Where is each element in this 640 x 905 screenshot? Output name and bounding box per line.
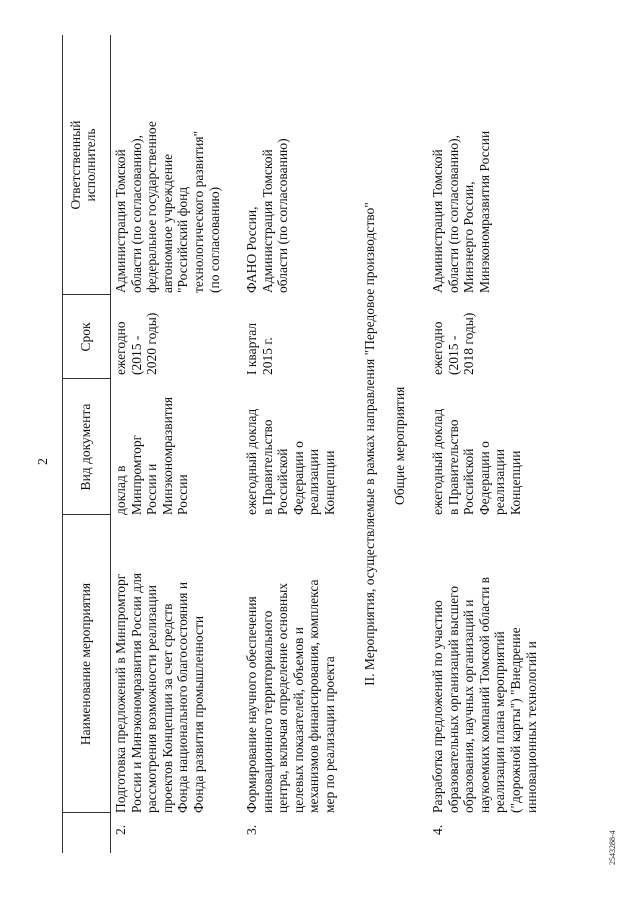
row-responsible [430,131,492,293]
row-term [430,313,477,375]
text-line: Минэнерго России, [461,181,477,293]
row-term [113,313,160,375]
text-line: Подготовка предложений в Минпромторг [113,573,128,813]
text-line: области (по согласованию), [445,134,461,293]
text-line: Фонда развития промышленности [190,615,206,813]
text-line: Федерации о [290,441,306,515]
page-number: 2 [36,458,51,465]
text-line: федеральное государственное [144,121,160,293]
text-line: I квартал [244,322,259,375]
text-line: инновационных технологий и [523,641,539,813]
section-title: II. Мероприятия, осуществляемые в рамках направления "Передовое производство" [362,202,377,686]
row-doc [113,397,191,515]
row-name [244,579,338,813]
text-line: 2018 годы) [461,312,477,375]
text-line: Администрация Томской [113,149,128,293]
text-line: автономное учреждение [159,153,175,293]
row-term [244,323,275,375]
text-line: ежегодный доклад [430,408,445,515]
text-line: России и [144,463,160,515]
text-line: ("дорожной карты") "Внедрение [507,627,523,813]
row-responsible [244,138,291,293]
text-line: ежегодно [430,321,445,375]
text-line: Разработка предложений по участию [430,600,445,813]
document-code: 2543288-4 [608,830,617,865]
text-line: проектов Концепции за счет средств [159,603,175,813]
text-line: технологического развития" [190,130,206,293]
text-line: Формирование научного обеспечения [244,596,259,813]
text-line: доклад в [113,465,128,515]
text-line: целевых показателей, объемов и [290,627,306,813]
text-line: (по согласованию) [206,186,222,293]
text-line: Фонда национального благосостояния и [175,581,191,813]
text-line: в Правительство [259,419,275,515]
text-line: Минпромторг [128,434,144,515]
text-line: Концепции [321,450,337,515]
text-line: Администрация Томской [430,149,445,293]
header-doc: Вид документа [78,403,93,491]
text-line: Концепции [507,450,523,515]
text-line: Российской [275,448,291,515]
text-line: инновационного территориального [259,610,275,813]
text-line: образовательных организаций высшего [445,585,461,813]
text-line: (2015 - [128,335,144,375]
text-line: реализации [492,449,508,515]
text-line: реализации плана мероприятий [492,631,508,813]
text-line: (2015 - [445,335,461,375]
header-bottom-border [110,35,111,853]
text-line: России [175,474,191,515]
text-line: реализации [306,449,322,515]
text-line: механизмов финансирования, комплекса [306,579,322,813]
header-name: Наименование мероприятия [78,582,93,746]
row-name [430,577,539,813]
text-line: мер по реализации проекта [321,656,337,813]
text-line: ФАНО России, [244,206,259,293]
text-line: 2015 г. [259,337,275,375]
text-line: области (по согласованию), [128,134,144,293]
text-line: ежегодно [113,321,128,375]
text-line: Администрация Томской [259,149,275,293]
row-doc [430,409,524,515]
text-line: "Российский фонд [175,186,191,293]
header-responsible-line-2: исполнитель [83,128,98,202]
row-number: 3. [244,824,259,835]
text-line: Российской [461,448,477,515]
text-line: образования, научных организаций и [461,599,477,813]
row-doc [244,409,338,515]
header-responsible [68,35,98,295]
header-responsible-line-1: Ответственный [68,120,83,210]
text-line: наукоемких компаний Томской области в [476,576,492,813]
row-name [113,573,207,813]
row-responsible [113,121,222,293]
header-term: Срок [78,322,93,352]
text-line: Минэкономразвития [159,396,175,515]
text-line: центра, включая определение основных [275,582,291,813]
text-line: ежегодный доклад [244,408,259,515]
text-line: Федерации о [476,441,492,515]
text-line: в Правительство [445,419,461,515]
table-top-border [62,35,63,853]
text-line: рассмотрения возможности реализации [144,585,160,813]
row-number: 2. [113,824,128,835]
text-line: области (по согласованию) [275,138,291,293]
subsection-title: Общие мероприятия [392,386,407,505]
text-line: Минэкономразвития России [476,130,492,293]
row-number: 4. [430,824,445,835]
text-line: 2020 годы) [144,312,160,375]
text-line: России и Минэкономразвития России для [128,572,144,813]
